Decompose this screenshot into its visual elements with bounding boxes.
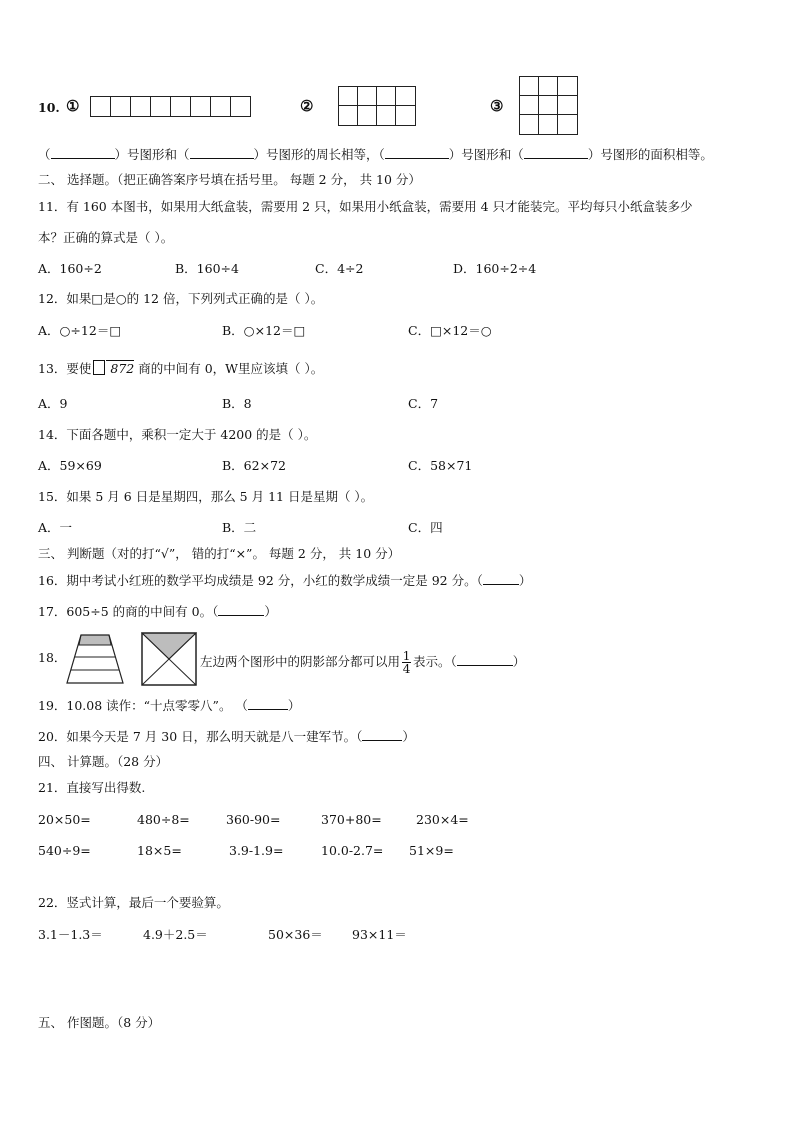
q16: 16．期中考试小红班的数学平均成绩是 92 分，小红的数学成绩一定是 92 分。（ ）: [38, 573, 532, 588]
q21-item: 540÷9=: [38, 843, 91, 858]
q15-option-c[interactable]: C．四: [408, 520, 443, 535]
q21-item: 3.9-1.9=: [229, 843, 284, 858]
q11-stem-line2: 本？正确的算式是（ ）。: [38, 230, 174, 245]
section-5-title: 五、 作图题。（8 分）: [38, 1015, 161, 1030]
q21-stem: 21．直接写出得数.: [38, 780, 146, 795]
q12-option-a[interactable]: A．○÷12＝□: [38, 323, 122, 338]
q13-stem: 13．要使 872 商的中间有 0，W里应该填（ ）。: [38, 361, 324, 376]
q21-item: 51×9=: [409, 843, 454, 858]
q14-stem: 14．下面各题中，乘积一定大于 4200 的是（ ）。: [38, 427, 317, 442]
q13-option-a[interactable]: A．9: [38, 396, 68, 411]
q19: 19．10.08 读作：“十点零零八”。 （ ）: [38, 698, 301, 713]
q20-answer-blank[interactable]: [362, 728, 402, 741]
q10-label-1: ①: [66, 97, 80, 115]
q22-item: 93×11＝: [352, 927, 407, 942]
q10-text: （ ）号图形和（ ）号图形的周长相等，（ ）号图形和（ ）号图形的面积相等。: [38, 147, 713, 162]
q17: 17．605÷5 的商的中间有 0。（ ）: [38, 604, 277, 619]
q21-item: 230×4=: [416, 812, 469, 827]
q22-stem: 22．竖式计算，最后一个要验算。: [38, 895, 229, 910]
q15-stem: 15．如果 5 月 6 日是星期四，那么 5 月 11 日是星期（ ）。: [38, 489, 374, 504]
q12-option-b[interactable]: B．○×12＝□: [222, 323, 306, 338]
q18-shaded-band: [79, 635, 111, 645]
q10-figure-1: [90, 96, 251, 117]
q18-number: 18．: [38, 650, 67, 665]
q21-item: 480÷8=: [137, 812, 190, 827]
q18-square-figure: [141, 632, 197, 686]
q15-option-b[interactable]: B．二: [222, 520, 257, 535]
q21-item: 18×5=: [137, 843, 182, 858]
q11-option-c[interactable]: C．4÷2: [315, 261, 364, 276]
q10-label-3: ③: [490, 97, 504, 115]
q10-figure-3: [519, 76, 578, 135]
q22-item: 3.1－1.3＝: [38, 927, 103, 942]
q12-stem: 12．如果□是○的 12 倍，下列列式正确的是（ ）。: [38, 291, 324, 306]
q21-item: 20×50=: [38, 812, 91, 827]
q21-item: 360-90=: [226, 812, 281, 827]
q13-option-b[interactable]: B．8: [222, 396, 252, 411]
q10-blank-2[interactable]: [190, 146, 254, 159]
q14-option-b[interactable]: B．62×72: [222, 458, 286, 473]
q14-option-c[interactable]: C．58×71: [408, 458, 473, 473]
q10-blank-3[interactable]: [385, 146, 449, 159]
section-3-title: 三、 判断题（对的打“√”， 错的打“×”。 每题 2 分， 共 10 分）: [38, 546, 401, 561]
q11-stem-line1: 11．有 160 本图书，如果用大纸盒装，需要用 2 只，如果用小纸盒装，需要用 4 只才能装完。平均每只小纸盒装多少: [38, 199, 693, 214]
q10-blank-1[interactable]: [51, 146, 115, 159]
q12-option-c[interactable]: C．□×12＝○: [408, 323, 492, 338]
q22-item: 4.9＋2.5＝: [143, 927, 208, 942]
q14-option-a[interactable]: A．59×69: [38, 458, 102, 473]
q18-shaded-triangle: [142, 633, 196, 659]
q15-option-a[interactable]: A．一: [38, 520, 73, 535]
q18-text: 左边两个图形中的阴影部分都可以用 $\frac{1}{4}$ 表示。（ ）: [200, 649, 526, 676]
q22-item: 50×36＝: [268, 927, 323, 942]
q11-option-a[interactable]: A．160÷2: [38, 261, 102, 276]
section-4-title: 四、 计算题。（28 分）: [38, 754, 169, 769]
q13-dividend: 872: [106, 360, 134, 377]
q20: 20．如果今天是 7 月 30 日，那么明天就是八一建军节。（ ）: [38, 729, 415, 744]
q13-option-c[interactable]: C．7: [408, 396, 439, 411]
section-2-title: 二、 选择题。（把正确答案序号填在括号里。 每题 2 分， 共 10 分）: [38, 172, 421, 187]
q21-item: 10.0-2.7=: [321, 843, 384, 858]
q10-figure-2: [338, 86, 416, 126]
q19-answer-blank[interactable]: [248, 697, 288, 710]
q11-option-d[interactable]: D．160÷2÷4: [453, 261, 537, 276]
q21-item: 370+80=: [321, 812, 382, 827]
q10-number: 10.: [38, 100, 60, 115]
q16-answer-blank[interactable]: [483, 572, 519, 585]
q10-label-2: ②: [300, 97, 314, 115]
q11-option-b[interactable]: B．160÷4: [175, 261, 239, 276]
q18-answer-blank[interactable]: [457, 653, 513, 666]
q10-blank-4[interactable]: [524, 146, 588, 159]
q18-fraction: $\frac{1}{4}$: [402, 649, 411, 676]
q18-trapezoid-figure: [66, 634, 124, 684]
q17-answer-blank[interactable]: [218, 603, 264, 616]
